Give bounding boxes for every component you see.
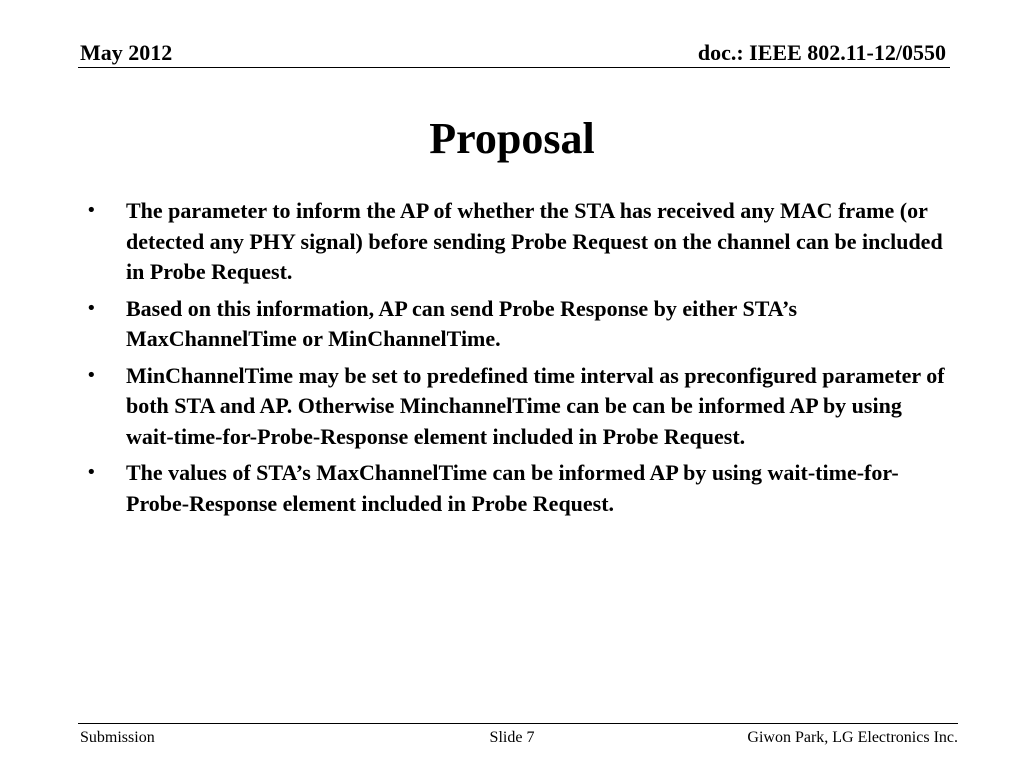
slide-title: Proposal: [429, 114, 595, 163]
bullet-text: The parameter to inform the AP of whether the STA has received any MAC frame (or detected any PHY signal) before sending Probe Request on the channel can be included in Probe Request.: [126, 198, 943, 284]
header-date: May 2012: [80, 40, 173, 65]
header-divider: [78, 67, 950, 68]
footer-author: Giwon Park, LG Electronics Inc.: [747, 729, 958, 746]
bullet-text: Based on this information, AP can send Probe Response by either STA’s MaxChannelTime or MinChannelTime.: [126, 295, 798, 351]
footer-slide-number: Slide 7: [489, 729, 535, 746]
bullet-marker: •: [86, 297, 97, 319]
footer-divider: [78, 723, 958, 724]
footer-submission: Submission: [80, 729, 155, 746]
bullet-marker: •: [86, 364, 97, 386]
bullet-marker: •: [86, 200, 97, 221]
header-doc-id: doc.: IEEE 802.11-12/0550: [697, 40, 946, 65]
bullet-list: [86, 196, 946, 525]
bullet-text: The values of STA’s MaxChannelTime can be informed AP by using wait-time-for-Probe-Response element included in Probe Request.: [126, 460, 899, 516]
bullet-item-3: [86, 361, 946, 453]
bullet-item-2: [86, 294, 946, 355]
bullet-item-4: [86, 458, 946, 519]
bullet-marker: •: [86, 462, 97, 483]
bullet-text: MinChannelTime may be set to predefined time interval as preconfigured parameter of both STA and AP. Otherwise MinchannelTime can be can be informed AP by using wait-time-for-Probe-Response element included in Probe Request.: [126, 362, 945, 449]
bullet-item-1: [86, 196, 946, 288]
